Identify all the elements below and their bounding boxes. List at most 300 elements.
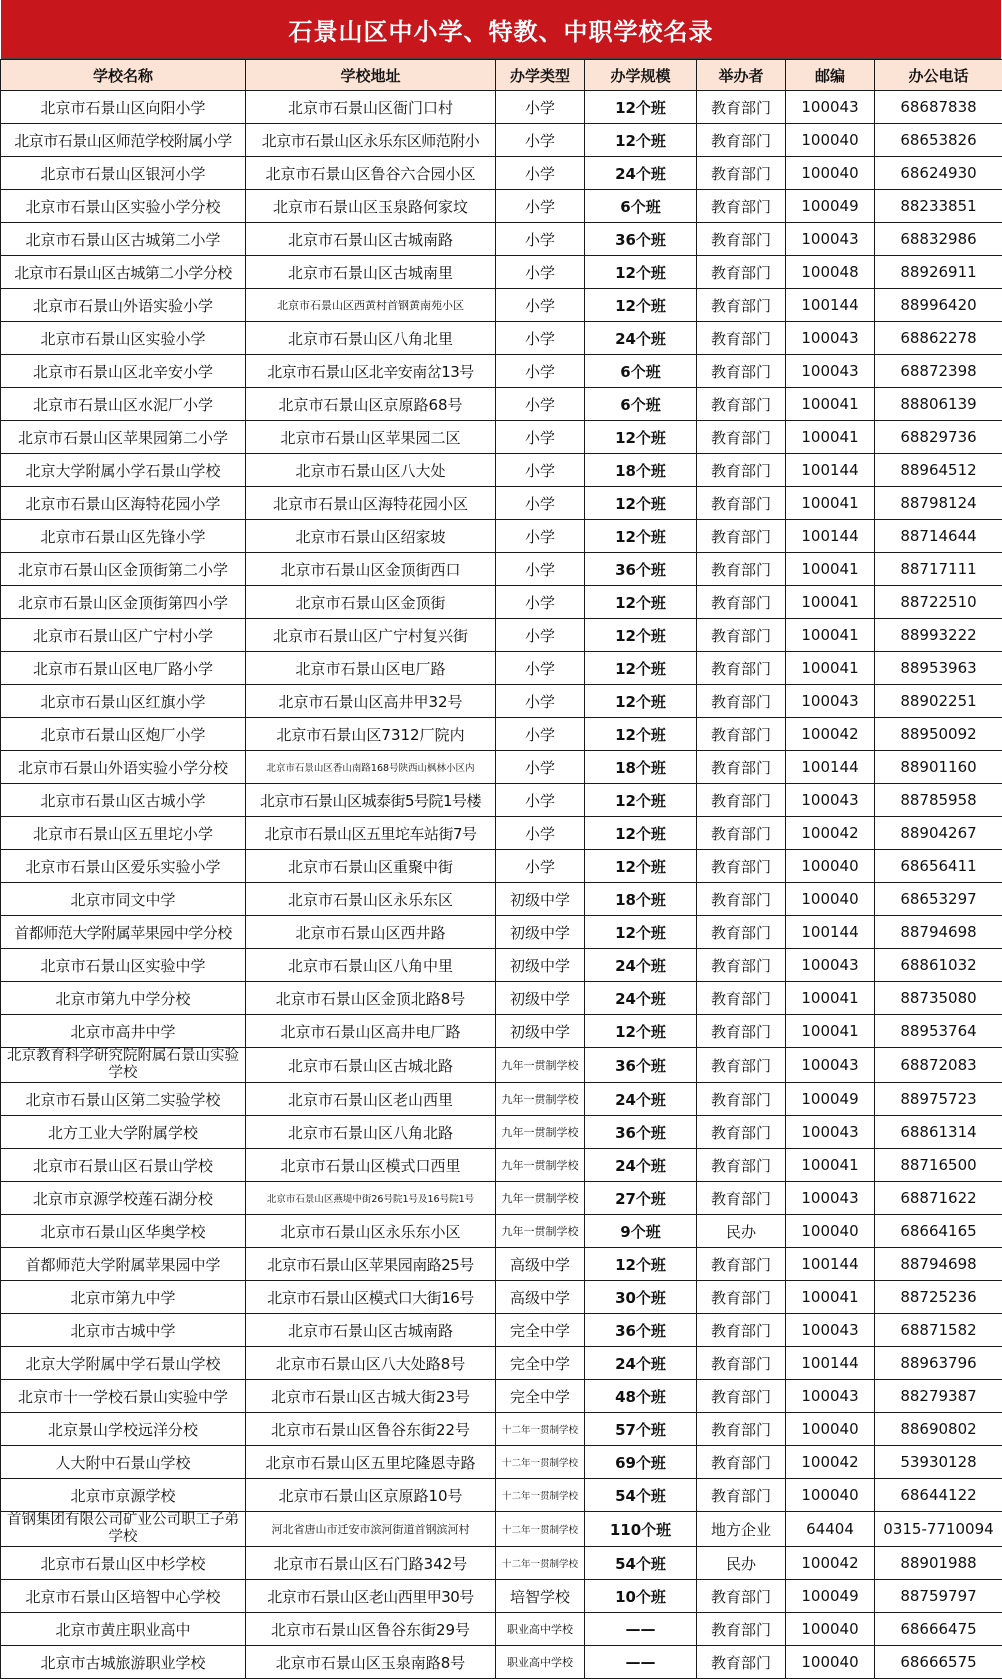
- cell-school-scale[interactable]: 12个班: [585, 619, 697, 652]
- cell-school-type[interactable]: 十二年一贯制学校: [496, 1512, 585, 1547]
- cell-phone[interactable]: 68653826: [875, 124, 1002, 157]
- header-school-type[interactable]: 办学类型: [496, 60, 585, 91]
- cell-school-scale[interactable]: 12个班: [585, 1248, 697, 1281]
- cell-school-address[interactable]: 北京市石景山区高井甲32号: [246, 685, 496, 718]
- cell-school-type[interactable]: 九年一贯制学校: [496, 1149, 585, 1182]
- cell-phone[interactable]: 68861032: [875, 949, 1002, 982]
- cell-school-scale[interactable]: 54个班: [585, 1547, 697, 1580]
- cell-postcode[interactable]: 100043: [786, 1116, 875, 1149]
- cell-postcode[interactable]: 100041: [786, 1149, 875, 1182]
- cell-school-address[interactable]: 北京市石景山区鲁谷东街29号: [246, 1613, 496, 1646]
- cell-phone[interactable]: 68666475: [875, 1613, 1002, 1646]
- cell-organizer[interactable]: 教育部门: [697, 487, 786, 520]
- cell-school-address[interactable]: 北京市石景山区鲁谷东街22号: [246, 1413, 496, 1446]
- cell-phone[interactable]: 68644122: [875, 1479, 1002, 1512]
- cell-school-scale[interactable]: 110个班: [585, 1512, 697, 1547]
- cell-postcode[interactable]: 100043: [786, 1380, 875, 1413]
- cell-school-scale[interactable]: 6个班: [585, 388, 697, 421]
- cell-organizer[interactable]: 民办: [697, 1215, 786, 1248]
- cell-school-type[interactable]: 完全中学: [496, 1347, 585, 1380]
- cell-phone[interactable]: 88964512: [875, 454, 1002, 487]
- cell-school-name[interactable]: 首钢集团有限公司矿业公司职工子弟学校: [1, 1512, 246, 1547]
- cell-school-type[interactable]: 初级中学: [496, 949, 585, 982]
- cell-organizer[interactable]: 教育部门: [697, 1413, 786, 1446]
- cell-phone[interactable]: 88806139: [875, 388, 1002, 421]
- cell-school-name[interactable]: 北京市古城旅游职业学校: [1, 1646, 246, 1679]
- cell-organizer[interactable]: 教育部门: [697, 685, 786, 718]
- cell-postcode[interactable]: 100043: [786, 355, 875, 388]
- cell-phone[interactable]: 68872083: [875, 1048, 1002, 1083]
- cell-postcode[interactable]: 100043: [786, 1048, 875, 1083]
- cell-organizer[interactable]: 教育部门: [697, 817, 786, 850]
- cell-school-type[interactable]: 九年一贯制学校: [496, 1048, 585, 1083]
- cell-school-scale[interactable]: ——: [585, 1613, 697, 1646]
- cell-school-scale[interactable]: 69个班: [585, 1446, 697, 1479]
- cell-postcode[interactable]: 100043: [786, 1182, 875, 1215]
- cell-organizer[interactable]: 教育部门: [697, 586, 786, 619]
- cell-organizer[interactable]: 教育部门: [697, 256, 786, 289]
- cell-organizer[interactable]: 教育部门: [697, 1347, 786, 1380]
- cell-school-type[interactable]: 小学: [496, 817, 585, 850]
- cell-school-address[interactable]: 北京市石景山区北辛安南岔13号: [246, 355, 496, 388]
- cell-organizer[interactable]: 教育部门: [697, 949, 786, 982]
- cell-school-name[interactable]: 北京市黄庄职业高中: [1, 1613, 246, 1646]
- cell-postcode[interactable]: 100041: [786, 652, 875, 685]
- cell-school-scale[interactable]: 24个班: [585, 157, 697, 190]
- cell-postcode[interactable]: 100040: [786, 1215, 875, 1248]
- cell-school-name[interactable]: 北京市古城中学: [1, 1314, 246, 1347]
- cell-phone[interactable]: 88926911: [875, 256, 1002, 289]
- cell-school-address[interactable]: 北京市石景山区永乐东小区: [246, 1215, 496, 1248]
- cell-phone[interactable]: 68687838: [875, 91, 1002, 124]
- cell-school-scale[interactable]: 24个班: [585, 1083, 697, 1116]
- cell-school-type[interactable]: 小学: [496, 553, 585, 586]
- cell-school-address[interactable]: 北京市石景山区鲁谷六合园小区: [246, 157, 496, 190]
- cell-school-scale[interactable]: 12个班: [585, 256, 697, 289]
- cell-postcode[interactable]: 100043: [786, 91, 875, 124]
- cell-phone[interactable]: 68871622: [875, 1182, 1002, 1215]
- cell-school-scale[interactable]: 24个班: [585, 322, 697, 355]
- cell-phone[interactable]: 88690802: [875, 1413, 1002, 1446]
- cell-school-scale[interactable]: 57个班: [585, 1413, 697, 1446]
- cell-school-address[interactable]: 北京市石景山区石门路342号: [246, 1547, 496, 1580]
- cell-organizer[interactable]: 教育部门: [697, 190, 786, 223]
- cell-school-address[interactable]: 北京市石景山区城泰街5号院1号楼: [246, 784, 496, 817]
- cell-postcode[interactable]: 100144: [786, 1347, 875, 1380]
- cell-phone[interactable]: 68832986: [875, 223, 1002, 256]
- cell-organizer[interactable]: 教育部门: [697, 718, 786, 751]
- cell-school-address[interactable]: 北京市石景山区高井电厂路: [246, 1015, 496, 1048]
- cell-school-type[interactable]: 小学: [496, 223, 585, 256]
- cell-organizer[interactable]: 教育部门: [697, 91, 786, 124]
- cell-school-name[interactable]: 北方工业大学附属学校: [1, 1116, 246, 1149]
- cell-postcode[interactable]: 100144: [786, 289, 875, 322]
- cell-school-name[interactable]: 北京市石景山区炮厂小学: [1, 718, 246, 751]
- cell-phone[interactable]: 53930128: [875, 1446, 1002, 1479]
- cell-school-address[interactable]: 北京市石景山区西黄村首钢黄南苑小区: [246, 289, 496, 322]
- cell-phone[interactable]: 88963796: [875, 1347, 1002, 1380]
- cell-postcode[interactable]: 100144: [786, 1248, 875, 1281]
- cell-postcode[interactable]: 100043: [786, 949, 875, 982]
- cell-school-address[interactable]: 北京市石景山区京原路68号: [246, 388, 496, 421]
- cell-school-type[interactable]: 职业高中学校: [496, 1613, 585, 1646]
- header-school-address[interactable]: 学校地址: [246, 60, 496, 91]
- cell-phone[interactable]: 88735080: [875, 982, 1002, 1015]
- cell-school-name[interactable]: 北京市石景山区水泥厂小学: [1, 388, 246, 421]
- cell-organizer[interactable]: 教育部门: [697, 1281, 786, 1314]
- cell-school-address[interactable]: 北京市石景山区老山西里甲30号: [246, 1580, 496, 1613]
- cell-organizer[interactable]: 教育部门: [697, 355, 786, 388]
- cell-school-name[interactable]: 北京市石景山区师范学校附属小学: [1, 124, 246, 157]
- cell-postcode[interactable]: 100049: [786, 1580, 875, 1613]
- cell-school-name[interactable]: 北京景山学校远洋分校: [1, 1413, 246, 1446]
- cell-organizer[interactable]: 教育部门: [697, 1479, 786, 1512]
- cell-postcode[interactable]: 100048: [786, 256, 875, 289]
- cell-school-address[interactable]: 北京市石景山区电厂路: [246, 652, 496, 685]
- cell-phone[interactable]: 88714644: [875, 520, 1002, 553]
- cell-school-name[interactable]: 北京市石景山区第二实验学校: [1, 1083, 246, 1116]
- cell-postcode[interactable]: 100040: [786, 1479, 875, 1512]
- cell-school-address[interactable]: 北京市石景山区金顶街: [246, 586, 496, 619]
- cell-phone[interactable]: 88794698: [875, 916, 1002, 949]
- cell-organizer[interactable]: 教育部门: [697, 1248, 786, 1281]
- cell-school-name[interactable]: 北京市同文中学: [1, 883, 246, 916]
- cell-school-address[interactable]: 北京市石景山区香山南路168号陕西山枫林小区内: [246, 751, 496, 784]
- cell-organizer[interactable]: 教育部门: [697, 652, 786, 685]
- cell-school-type[interactable]: 小学: [496, 124, 585, 157]
- cell-school-address[interactable]: 北京市石景山区苹果园二区: [246, 421, 496, 454]
- cell-school-name[interactable]: 北京市石景山区金顶街第二小学: [1, 553, 246, 586]
- cell-phone[interactable]: 88901160: [875, 751, 1002, 784]
- cell-postcode[interactable]: 100041: [786, 619, 875, 652]
- cell-phone[interactable]: 88717111: [875, 553, 1002, 586]
- cell-postcode[interactable]: 100040: [786, 124, 875, 157]
- cell-school-address[interactable]: 北京市石景山区金顶北路8号: [246, 982, 496, 1015]
- cell-school-type[interactable]: 九年一贯制学校: [496, 1083, 585, 1116]
- cell-school-address[interactable]: 北京市石景山区重聚中街: [246, 850, 496, 883]
- cell-phone[interactable]: 88996420: [875, 289, 1002, 322]
- cell-postcode[interactable]: 100041: [786, 421, 875, 454]
- cell-school-name[interactable]: 首都师范大学附属苹果园中学: [1, 1248, 246, 1281]
- cell-school-address[interactable]: 河北省唐山市迁安市滨河街道首钢滨河村: [246, 1512, 496, 1547]
- cell-school-name[interactable]: 北京市石景山区实验中学: [1, 949, 246, 982]
- cell-organizer[interactable]: 教育部门: [697, 157, 786, 190]
- cell-school-type[interactable]: 初级中学: [496, 982, 585, 1015]
- cell-school-address[interactable]: 北京市石景山区7312厂院内: [246, 718, 496, 751]
- cell-school-scale[interactable]: 24个班: [585, 1347, 697, 1380]
- cell-postcode[interactable]: 100040: [786, 1613, 875, 1646]
- cell-postcode[interactable]: 100042: [786, 1547, 875, 1580]
- cell-school-name[interactable]: 北京市石景山区红旗小学: [1, 685, 246, 718]
- cell-school-type[interactable]: 初级中学: [496, 1015, 585, 1048]
- cell-school-type[interactable]: 小学: [496, 586, 585, 619]
- cell-school-type[interactable]: 职业高中学校: [496, 1646, 585, 1679]
- cell-school-name[interactable]: 北京教育科学研究院附属石景山实验学校: [1, 1048, 246, 1083]
- cell-school-name[interactable]: 北京市京源学校: [1, 1479, 246, 1512]
- cell-postcode[interactable]: 100040: [786, 1646, 875, 1679]
- cell-phone[interactable]: 88901988: [875, 1547, 1002, 1580]
- cell-school-name[interactable]: 北京市石景山区北辛安小学: [1, 355, 246, 388]
- cell-organizer[interactable]: 教育部门: [697, 1182, 786, 1215]
- cell-phone[interactable]: 88759797: [875, 1580, 1002, 1613]
- cell-postcode[interactable]: 100144: [786, 751, 875, 784]
- cell-organizer[interactable]: 教育部门: [697, 1446, 786, 1479]
- cell-school-type[interactable]: 九年一贯制学校: [496, 1116, 585, 1149]
- cell-school-type[interactable]: 小学: [496, 454, 585, 487]
- cell-school-type[interactable]: 初级中学: [496, 883, 585, 916]
- cell-postcode[interactable]: 100041: [786, 1015, 875, 1048]
- cell-school-address[interactable]: 北京市石景山区五里坨隆恩寺路: [246, 1446, 496, 1479]
- cell-phone[interactable]: 88722510: [875, 586, 1002, 619]
- cell-school-type[interactable]: 完全中学: [496, 1314, 585, 1347]
- cell-school-scale[interactable]: 12个班: [585, 652, 697, 685]
- cell-school-address[interactable]: 北京市石景山区五里坨车站街7号: [246, 817, 496, 850]
- cell-school-type[interactable]: 小学: [496, 322, 585, 355]
- cell-school-address[interactable]: 北京市石景山区八角中里: [246, 949, 496, 982]
- cell-phone[interactable]: 88902251: [875, 685, 1002, 718]
- cell-organizer[interactable]: 教育部门: [697, 454, 786, 487]
- cell-organizer[interactable]: 教育部门: [697, 289, 786, 322]
- cell-school-scale[interactable]: 12个班: [585, 850, 697, 883]
- cell-school-address[interactable]: 北京市石景山区八大处路8号: [246, 1347, 496, 1380]
- cell-organizer[interactable]: 教育部门: [697, 1314, 786, 1347]
- cell-school-type[interactable]: 小学: [496, 388, 585, 421]
- header-phone[interactable]: 办公电话: [875, 60, 1002, 91]
- cell-phone[interactable]: 88993222: [875, 619, 1002, 652]
- cell-school-name[interactable]: 北京市石景山区古城第二小学分校: [1, 256, 246, 289]
- cell-phone[interactable]: 68871582: [875, 1314, 1002, 1347]
- cell-school-name[interactable]: 北京市石景山区银河小学: [1, 157, 246, 190]
- cell-school-type[interactable]: 九年一贯制学校: [496, 1182, 585, 1215]
- cell-school-scale[interactable]: 6个班: [585, 190, 697, 223]
- cell-school-address[interactable]: 北京市石景山区广宁村复兴街: [246, 619, 496, 652]
- cell-phone[interactable]: 68656411: [875, 850, 1002, 883]
- cell-school-type[interactable]: 九年一贯制学校: [496, 1215, 585, 1248]
- cell-school-type[interactable]: 小学: [496, 619, 585, 652]
- cell-organizer[interactable]: 教育部门: [697, 751, 786, 784]
- cell-school-address[interactable]: 北京市石景山区衙门口村: [246, 91, 496, 124]
- cell-school-scale[interactable]: 18个班: [585, 883, 697, 916]
- cell-school-name[interactable]: 北京市石景山区古城小学: [1, 784, 246, 817]
- cell-organizer[interactable]: 教育部门: [697, 322, 786, 355]
- cell-school-name[interactable]: 北京市石景山区五里坨小学: [1, 817, 246, 850]
- cell-school-name[interactable]: 北京市石景山区石景山学校: [1, 1149, 246, 1182]
- cell-school-name[interactable]: 北京市京源学校莲石湖分校: [1, 1182, 246, 1215]
- cell-postcode[interactable]: 100040: [786, 1413, 875, 1446]
- cell-school-address[interactable]: 北京市石景山区永乐东区师范附小: [246, 124, 496, 157]
- cell-phone[interactable]: 68653297: [875, 883, 1002, 916]
- cell-organizer[interactable]: 教育部门: [697, 883, 786, 916]
- cell-phone[interactable]: 68624930: [875, 157, 1002, 190]
- cell-organizer[interactable]: 教育部门: [697, 1613, 786, 1646]
- cell-school-type[interactable]: 小学: [496, 289, 585, 322]
- cell-postcode[interactable]: 100041: [786, 586, 875, 619]
- cell-school-type[interactable]: 高级中学: [496, 1281, 585, 1314]
- cell-school-name[interactable]: 北京市石景山区电厂路小学: [1, 652, 246, 685]
- cell-postcode[interactable]: 100043: [786, 223, 875, 256]
- cell-school-address[interactable]: 北京市石景山区苹果园南路25号: [246, 1248, 496, 1281]
- cell-school-name[interactable]: 北京市石景山外语实验小学分校: [1, 751, 246, 784]
- cell-phone[interactable]: 68664165: [875, 1215, 1002, 1248]
- cell-school-type[interactable]: 小学: [496, 850, 585, 883]
- cell-school-type[interactable]: 小学: [496, 421, 585, 454]
- cell-school-address[interactable]: 北京市石景山区模式口西里: [246, 1149, 496, 1182]
- header-postcode[interactable]: 邮编: [786, 60, 875, 91]
- cell-postcode[interactable]: 100040: [786, 883, 875, 916]
- cell-school-scale[interactable]: 10个班: [585, 1580, 697, 1613]
- cell-school-type[interactable]: 小学: [496, 718, 585, 751]
- cell-postcode[interactable]: 100042: [786, 1446, 875, 1479]
- cell-phone[interactable]: 88904267: [875, 817, 1002, 850]
- cell-school-name[interactable]: 北京市石景山区海特花园小学: [1, 487, 246, 520]
- cell-school-scale[interactable]: 6个班: [585, 355, 697, 388]
- cell-school-type[interactable]: 小学: [496, 520, 585, 553]
- cell-phone[interactable]: 68872398: [875, 355, 1002, 388]
- cell-phone[interactable]: 88233851: [875, 190, 1002, 223]
- cell-school-address[interactable]: 北京市石景山区海特花园小区: [246, 487, 496, 520]
- cell-school-scale[interactable]: 12个班: [585, 124, 697, 157]
- cell-school-name[interactable]: 北京市石景山区金顶街第四小学: [1, 586, 246, 619]
- cell-school-scale[interactable]: 36个班: [585, 1048, 697, 1083]
- cell-postcode[interactable]: 100144: [786, 916, 875, 949]
- cell-phone[interactable]: 88279387: [875, 1380, 1002, 1413]
- cell-school-scale[interactable]: 12个班: [585, 487, 697, 520]
- cell-postcode[interactable]: 100049: [786, 1083, 875, 1116]
- cell-school-type[interactable]: 小学: [496, 91, 585, 124]
- cell-phone[interactable]: 68862278: [875, 322, 1002, 355]
- cell-organizer[interactable]: 教育部门: [697, 850, 786, 883]
- cell-postcode[interactable]: 100043: [786, 784, 875, 817]
- cell-postcode[interactable]: 100040: [786, 157, 875, 190]
- cell-school-scale[interactable]: 54个班: [585, 1479, 697, 1512]
- cell-school-scale[interactable]: 36个班: [585, 1314, 697, 1347]
- cell-school-name[interactable]: 北京市高井中学: [1, 1015, 246, 1048]
- cell-phone[interactable]: 68829736: [875, 421, 1002, 454]
- cell-phone[interactable]: 68861314: [875, 1116, 1002, 1149]
- cell-organizer[interactable]: 教育部门: [697, 1116, 786, 1149]
- cell-organizer[interactable]: 教育部门: [697, 1048, 786, 1083]
- cell-school-scale[interactable]: 12个班: [585, 91, 697, 124]
- cell-organizer[interactable]: 教育部门: [697, 1149, 786, 1182]
- cell-school-type[interactable]: 培智学校: [496, 1580, 585, 1613]
- cell-school-scale[interactable]: 12个班: [585, 718, 697, 751]
- cell-organizer[interactable]: 教育部门: [697, 1083, 786, 1116]
- cell-school-address[interactable]: 北京市石景山区西井路: [246, 916, 496, 949]
- cell-school-name[interactable]: 北京市石景山区培智中心学校: [1, 1580, 246, 1613]
- cell-school-name[interactable]: 北京市石景山区广宁村小学: [1, 619, 246, 652]
- cell-school-type[interactable]: 十二年一贯制学校: [496, 1547, 585, 1580]
- cell-school-address[interactable]: 北京市石景山区八角北路: [246, 1116, 496, 1149]
- cell-school-scale[interactable]: 12个班: [585, 784, 697, 817]
- cell-school-name[interactable]: 北京市石景山区向阳小学: [1, 91, 246, 124]
- cell-school-address[interactable]: 北京市石景山区八大处: [246, 454, 496, 487]
- cell-school-address[interactable]: 北京市石景山区古城南里: [246, 256, 496, 289]
- cell-phone[interactable]: 88953963: [875, 652, 1002, 685]
- cell-school-address[interactable]: 北京市石景山区古城南路: [246, 223, 496, 256]
- cell-phone[interactable]: 88798124: [875, 487, 1002, 520]
- cell-school-scale[interactable]: 36个班: [585, 1116, 697, 1149]
- cell-organizer[interactable]: 教育部门: [697, 1015, 786, 1048]
- cell-school-address[interactable]: 北京市石景山区玉泉路何家坟: [246, 190, 496, 223]
- header-school-scale[interactable]: 办学规模: [585, 60, 697, 91]
- cell-school-scale[interactable]: 18个班: [585, 751, 697, 784]
- cell-postcode[interactable]: 100041: [786, 388, 875, 421]
- cell-school-address[interactable]: 北京市石景山区古城北路: [246, 1048, 496, 1083]
- cell-school-name[interactable]: 北京大学附属小学石景山学校: [1, 454, 246, 487]
- cell-organizer[interactable]: 教育部门: [697, 916, 786, 949]
- cell-school-scale[interactable]: ——: [585, 1646, 697, 1679]
- cell-school-type[interactable]: 完全中学: [496, 1380, 585, 1413]
- cell-school-type[interactable]: 十二年一贯制学校: [496, 1413, 585, 1446]
- header-school-name[interactable]: 学校名称: [1, 60, 246, 91]
- cell-phone[interactable]: 88785958: [875, 784, 1002, 817]
- cell-postcode[interactable]: 100043: [786, 322, 875, 355]
- cell-school-type[interactable]: 十二年一贯制学校: [496, 1479, 585, 1512]
- cell-organizer[interactable]: 教育部门: [697, 124, 786, 157]
- cell-school-scale[interactable]: 18个班: [585, 454, 697, 487]
- cell-postcode[interactable]: 100049: [786, 190, 875, 223]
- cell-school-type[interactable]: 高级中学: [496, 1248, 585, 1281]
- cell-school-scale[interactable]: 36个班: [585, 553, 697, 586]
- cell-school-name[interactable]: 北京市十一学校石景山实验中学: [1, 1380, 246, 1413]
- cell-phone[interactable]: 88975723: [875, 1083, 1002, 1116]
- cell-school-scale[interactable]: 36个班: [585, 223, 697, 256]
- cell-phone[interactable]: 88953764: [875, 1015, 1002, 1048]
- cell-school-name[interactable]: 首都师范大学附属苹果园中学分校: [1, 916, 246, 949]
- cell-school-name[interactable]: 北京市石景山区中杉学校: [1, 1547, 246, 1580]
- cell-school-scale[interactable]: 48个班: [585, 1380, 697, 1413]
- cell-postcode[interactable]: 100040: [786, 850, 875, 883]
- cell-school-name[interactable]: 北京市石景山区先锋小学: [1, 520, 246, 553]
- cell-organizer[interactable]: 教育部门: [697, 553, 786, 586]
- cell-school-type[interactable]: 初级中学: [496, 916, 585, 949]
- cell-school-name[interactable]: 北京市石景山区华奥学校: [1, 1215, 246, 1248]
- cell-phone[interactable]: 88794698: [875, 1248, 1002, 1281]
- cell-postcode[interactable]: 100042: [786, 718, 875, 751]
- cell-organizer[interactable]: 教育部门: [697, 1580, 786, 1613]
- cell-school-scale[interactable]: 9个班: [585, 1215, 697, 1248]
- cell-postcode[interactable]: 64404: [786, 1512, 875, 1547]
- cell-school-address[interactable]: 北京市石景山区燕堤中街26号院1号及16号院1号: [246, 1182, 496, 1215]
- cell-school-name[interactable]: 北京大学附属中学石景山学校: [1, 1347, 246, 1380]
- cell-postcode[interactable]: 100144: [786, 454, 875, 487]
- cell-postcode[interactable]: 100041: [786, 553, 875, 586]
- cell-school-scale[interactable]: 12个班: [585, 685, 697, 718]
- cell-school-type[interactable]: 小学: [496, 256, 585, 289]
- cell-school-address[interactable]: 北京市石景山区八角北里: [246, 322, 496, 355]
- cell-school-address[interactable]: 北京市石景山区玉泉南路8号: [246, 1646, 496, 1679]
- cell-school-name[interactable]: 北京市石景山区古城第二小学: [1, 223, 246, 256]
- cell-school-name[interactable]: 北京市石景山外语实验小学: [1, 289, 246, 322]
- cell-school-scale[interactable]: 24个班: [585, 1149, 697, 1182]
- cell-postcode[interactable]: 100144: [786, 520, 875, 553]
- cell-postcode[interactable]: 100041: [786, 487, 875, 520]
- cell-organizer[interactable]: 教育部门: [697, 388, 786, 421]
- cell-school-scale[interactable]: 12个班: [585, 289, 697, 322]
- cell-phone[interactable]: 68666575: [875, 1646, 1002, 1679]
- cell-school-scale[interactable]: 30个班: [585, 1281, 697, 1314]
- cell-school-type[interactable]: 小学: [496, 487, 585, 520]
- cell-organizer[interactable]: 教育部门: [697, 982, 786, 1015]
- cell-postcode[interactable]: 100041: [786, 1281, 875, 1314]
- cell-school-address[interactable]: 北京市石景山区永乐东区: [246, 883, 496, 916]
- cell-school-type[interactable]: 小学: [496, 157, 585, 190]
- cell-phone[interactable]: 88725236: [875, 1281, 1002, 1314]
- cell-school-scale[interactable]: 24个班: [585, 949, 697, 982]
- cell-school-type[interactable]: 小学: [496, 751, 585, 784]
- header-organizer[interactable]: 举办者: [697, 60, 786, 91]
- cell-school-scale[interactable]: 12个班: [585, 520, 697, 553]
